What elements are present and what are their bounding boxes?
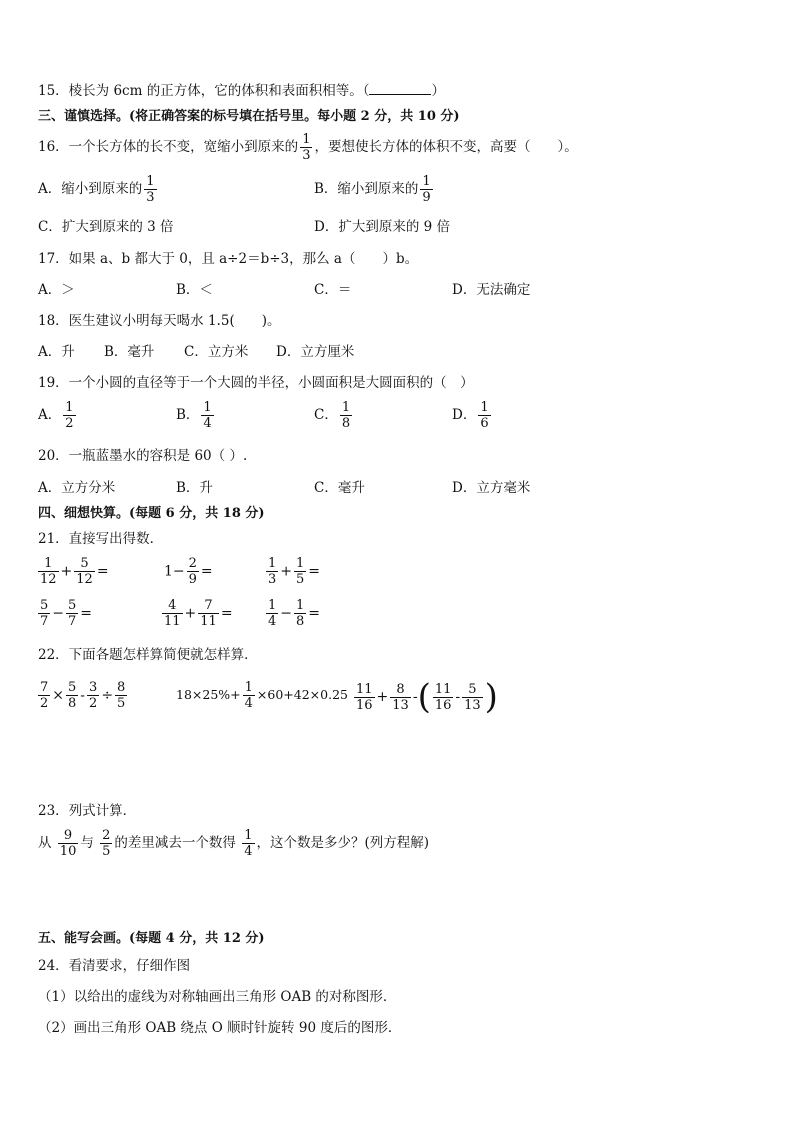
answer-blank[interactable] bbox=[369, 82, 431, 95]
denominator: 5 bbox=[296, 572, 305, 587]
denominator: 12 bbox=[76, 572, 93, 587]
fraction bbox=[201, 400, 213, 431]
equals-sign: = bbox=[80, 605, 93, 622]
denominator: 2 bbox=[40, 696, 49, 711]
denominator: 7 bbox=[40, 614, 49, 629]
numerator: 1 bbox=[341, 400, 351, 415]
question-19: 19．一个小圆的直径等于一个大圆的半径，小圆面积是大圆面积的（ ） bbox=[38, 375, 474, 391]
denominator: 10 bbox=[59, 844, 77, 859]
text-part: ，这个数是多少？(列方程解) bbox=[256, 835, 430, 851]
denominator: 2 bbox=[89, 696, 98, 711]
numerator: 11 bbox=[434, 681, 452, 697]
denominator: 2 bbox=[65, 416, 74, 431]
fraction bbox=[242, 828, 254, 859]
denominator: 4 bbox=[244, 696, 253, 711]
option-d[interactable]: D．扩大到原来的 9 倍 bbox=[314, 219, 450, 235]
question-16-pre: 16．一个长方体的长不变，宽缩小到原来的 bbox=[38, 139, 299, 155]
question-18: 18．医生建议小明每天喝水 1.5( )。 bbox=[38, 313, 281, 329]
calc-item bbox=[36, 598, 92, 629]
operator: + bbox=[280, 563, 293, 580]
denominator: 3 bbox=[302, 148, 311, 163]
denominator: 9 bbox=[422, 190, 431, 205]
fraction bbox=[74, 556, 95, 587]
question-15 bbox=[38, 82, 445, 100]
denominator: 16 bbox=[434, 697, 452, 713]
operator: + bbox=[60, 563, 73, 580]
option-b[interactable] bbox=[176, 400, 216, 431]
text-part: 与 bbox=[80, 835, 94, 851]
option-d[interactable]: D．无法确定 bbox=[452, 282, 531, 298]
option-b[interactable]: B．升 bbox=[176, 480, 213, 496]
calc-item bbox=[160, 598, 233, 629]
fraction bbox=[187, 556, 199, 587]
calc-item bbox=[36, 556, 109, 587]
denominator: 4 bbox=[268, 614, 277, 629]
operator: − bbox=[52, 605, 65, 622]
numerator: 1 bbox=[296, 556, 305, 571]
operator: × bbox=[52, 687, 65, 704]
question-23: 23．列式计算． bbox=[38, 803, 137, 819]
option-c[interactable]: C．立方米 bbox=[184, 344, 249, 360]
fraction bbox=[462, 682, 483, 713]
calc-item bbox=[264, 556, 320, 587]
denominator: 8 bbox=[68, 696, 77, 711]
denominator: 3 bbox=[146, 190, 155, 205]
equals-sign: = bbox=[308, 605, 321, 622]
denominator: 16 bbox=[356, 697, 373, 713]
equals-sign: = bbox=[96, 563, 109, 580]
question-21: 21．直接写出得数． bbox=[38, 531, 164, 547]
option-b[interactable]: B．＜ bbox=[176, 282, 213, 298]
numerator: 1 bbox=[296, 598, 305, 613]
fraction bbox=[38, 556, 59, 587]
option-label: B． bbox=[176, 407, 200, 423]
fraction bbox=[162, 598, 183, 629]
operator: − bbox=[280, 605, 293, 622]
denominator: 4 bbox=[244, 844, 253, 859]
denominator: 9 bbox=[188, 572, 197, 587]
fraction bbox=[294, 598, 306, 629]
option-d[interactable]: D．立方厘米 bbox=[276, 344, 355, 360]
denominator: 11 bbox=[200, 614, 217, 629]
text-part: 的差里减去一个数得 bbox=[114, 835, 236, 851]
fraction bbox=[63, 400, 75, 431]
operator: ÷ bbox=[101, 687, 114, 704]
fraction bbox=[144, 174, 156, 205]
expression-2 bbox=[176, 680, 348, 711]
numerator: 1 bbox=[244, 680, 253, 695]
fraction bbox=[390, 682, 411, 713]
option-c[interactable] bbox=[314, 400, 354, 431]
numerator: 4 bbox=[162, 598, 183, 614]
fraction bbox=[266, 598, 278, 629]
denominator: 8 bbox=[341, 416, 351, 431]
option-c[interactable]: C．＝ bbox=[314, 282, 352, 298]
denominator: 13 bbox=[464, 697, 481, 713]
question-24: 24．看清要求，仔细作图 bbox=[38, 958, 191, 974]
option-a[interactable]: A．＞ bbox=[38, 282, 75, 298]
operator: - bbox=[80, 687, 86, 704]
numerator: 7 bbox=[40, 680, 49, 695]
fraction bbox=[115, 680, 127, 711]
option-b[interactable]: B．毫升 bbox=[104, 344, 155, 360]
operator: + bbox=[376, 689, 389, 705]
denominator: 4 bbox=[203, 416, 212, 431]
question-23-body bbox=[38, 828, 429, 859]
option-a[interactable] bbox=[38, 400, 78, 431]
numerator: 5 bbox=[68, 598, 77, 613]
numerator: 1 bbox=[146, 174, 155, 189]
fraction bbox=[198, 598, 219, 629]
question-22: 22．下面各题怎样算简便就怎样算． bbox=[38, 647, 258, 663]
option-label: C． bbox=[314, 407, 338, 423]
section-3-heading: 三、谨慎选择。(将正确答案的标号填在括号里。每小题 2 分，共 10 分) bbox=[38, 109, 460, 124]
question-16-post: ，要想使长方体的体积不变，高要（ ）。 bbox=[314, 139, 578, 155]
numerator: 1 bbox=[422, 174, 431, 189]
numerator: 11 bbox=[356, 681, 373, 697]
option-b-label: B．缩小到原来的 bbox=[314, 181, 419, 197]
option-c[interactable]: C．扩大到原来的 3 倍 bbox=[38, 219, 174, 235]
fraction bbox=[66, 680, 78, 711]
denominator: 12 bbox=[40, 572, 57, 587]
numerator: 5 bbox=[462, 682, 483, 698]
expression-part: ×60+42×0.25 bbox=[256, 687, 348, 702]
fraction bbox=[58, 828, 79, 859]
section-4-heading: 四、细想快算。(每题 6 分，共 18 分) bbox=[38, 506, 265, 521]
fraction bbox=[420, 174, 432, 205]
option-label: D． bbox=[452, 407, 477, 423]
numerator: 2 bbox=[188, 556, 197, 571]
denominator: 3 bbox=[268, 572, 277, 587]
denominator: 8 bbox=[296, 614, 305, 629]
fraction bbox=[354, 682, 375, 713]
denominator: 5 bbox=[102, 844, 111, 859]
option-c[interactable]: C．毫升 bbox=[314, 480, 365, 496]
left-paren: ( bbox=[417, 677, 431, 717]
numerator: 2 bbox=[102, 828, 111, 843]
fraction bbox=[87, 680, 99, 711]
numerator: 5 bbox=[68, 680, 77, 695]
fraction bbox=[243, 680, 255, 711]
denominator: 5 bbox=[117, 696, 126, 711]
operator: - bbox=[412, 689, 418, 705]
numerator: 7 bbox=[198, 598, 219, 614]
numerator: 1 bbox=[268, 556, 277, 571]
denominator: 13 bbox=[392, 697, 409, 713]
expression-3 bbox=[352, 677, 498, 717]
text-part: 从 bbox=[38, 835, 52, 851]
numerator: 1 bbox=[65, 400, 74, 415]
option-b[interactable] bbox=[314, 174, 435, 205]
equals-sign: = bbox=[200, 563, 213, 580]
question-24-sub-1: （1）以给出的虚线为对称轴画出三角形 OAB 的对称图形． bbox=[38, 989, 397, 1005]
calc-item bbox=[264, 598, 320, 629]
option-a[interactable]: A．升 bbox=[38, 344, 75, 360]
question-17: 17．如果 a、b 都大于 0，且 a÷2＝b÷3，那么 a（ ）b。 bbox=[38, 251, 419, 267]
equals-sign: = bbox=[220, 605, 233, 622]
right-paren: ) bbox=[484, 677, 498, 717]
numerator: 1 bbox=[268, 598, 277, 613]
option-d[interactable]: D．立方毫米 bbox=[452, 480, 531, 496]
option-label: A． bbox=[38, 407, 62, 423]
option-d[interactable] bbox=[452, 400, 493, 431]
expression-1 bbox=[36, 680, 129, 711]
numerator: 1 bbox=[244, 828, 253, 843]
fraction bbox=[38, 598, 50, 629]
question-20: 20．一瓶蓝墨水的容积是 60（ ）. bbox=[38, 448, 248, 464]
fraction bbox=[478, 400, 490, 431]
numerator: 1 bbox=[38, 556, 59, 572]
denominator: 7 bbox=[68, 614, 77, 629]
fraction bbox=[340, 400, 352, 431]
numerator: 1 bbox=[302, 132, 311, 147]
fraction bbox=[266, 556, 278, 587]
option-a-label: A．缩小到原来的 bbox=[38, 181, 143, 197]
operator: + bbox=[184, 605, 197, 622]
numerator: 3 bbox=[89, 680, 98, 695]
numerator: 1 bbox=[203, 400, 212, 415]
denominator: 6 bbox=[480, 416, 489, 431]
fraction bbox=[66, 598, 78, 629]
numerator: 8 bbox=[390, 682, 411, 698]
expression-part: 18×25%+ bbox=[176, 687, 241, 702]
numerator: 1 bbox=[480, 400, 489, 415]
calc-item bbox=[164, 556, 213, 587]
question-16 bbox=[38, 132, 578, 163]
fraction bbox=[300, 132, 312, 163]
fraction bbox=[294, 556, 306, 587]
option-a[interactable] bbox=[38, 174, 159, 205]
numerator: 9 bbox=[58, 828, 79, 844]
numerator: 5 bbox=[40, 598, 49, 613]
numerator: 8 bbox=[117, 680, 126, 695]
fraction bbox=[38, 680, 50, 711]
operator: - bbox=[455, 689, 461, 705]
denominator: 11 bbox=[164, 614, 181, 629]
equals-sign: = bbox=[308, 563, 321, 580]
question-15-close: ） bbox=[431, 83, 445, 99]
question-15-text: 15．棱长为 6cm 的正方体，它的体积和表面积相等。（ bbox=[38, 83, 370, 99]
option-a[interactable]: A．立方分米 bbox=[38, 480, 116, 496]
question-24-sub-2: （2）画出三角形 OAB 绕点 O 顺时针旋转 90 度后的图形． bbox=[38, 1020, 402, 1036]
fraction bbox=[433, 682, 454, 713]
numerator: 5 bbox=[74, 556, 95, 572]
section-5-heading: 五、能写会画。(每题 4 分，共 12 分) bbox=[38, 931, 265, 946]
fraction bbox=[100, 828, 112, 859]
operand: 1− bbox=[164, 563, 185, 580]
